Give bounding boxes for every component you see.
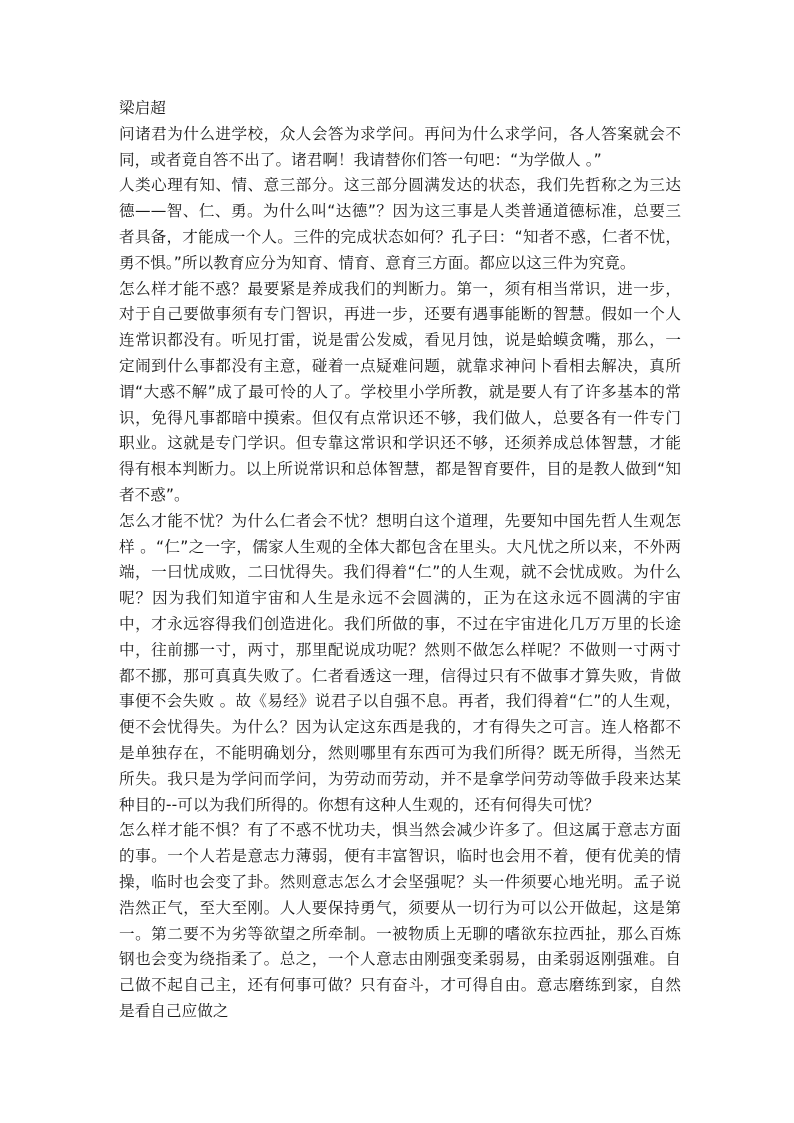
paragraph-three-virtues: 人类心理有知、情、意三部分。这三部分圆满发达的状态，我们先哲称之为三达德——智、仁、勇。为什么叫“达德”？因为这三事是人类普通道德标准，总要三者具备，才能成一个人。三件的完成状态如何？孔子曰：“知者不惑，仁者不忧，勇不惧。”所以教育应分为知育、情育、意育三方面。都应以这三件为究竟。 xyxy=(119,176,681,272)
paragraph-intro: 问诸君为什么进学校，众人会答为求学问。再问为什么求学问，各人答案就会不同，或者竟自答不出了。诸君啊！我请替你们答一句吧：“为学做人 。” xyxy=(119,124,681,169)
document-page xyxy=(119,96,681,1025)
paragraph-not-afraid: 怎么样才能不惧？有了不惑不忧功夫，惧当然会减少许多了。但这属于意志方面的事。一个人若是意志力薄弱，便有丰富智识，临时也会用不着，便有优美的情操，临时也会变了卦。然则意志怎么才会坚强呢？头一件须要心地光明。孟子说浩然正气，至大至刚。人人要保持勇气，须要从一切行为可以公开做起，这是第一。第二要不为劣等欲望之所牵制。一被物质上无聊的嗜欲东拉西扯，那么百炼钢也会变为绕指柔了。总之，一个人意志由刚强变柔弱易，由柔弱返刚强难。自己做不起自己主，还有何事可做？只有奋斗，才可得自由。意志磨练到家，自然是看自己应做之 xyxy=(119,821,681,1020)
author-name: 梁启超 xyxy=(119,99,166,117)
paragraph-not-worried: 怎么才能不忧？为什么仁者会不忧？想明白这个道理，先要知中国先哲人生观怎样 。“仁”之一字，儒家人生观的全体大都包含在里头。大凡忧之所以来，不外两端，一曰忧成败，二曰忧得失。我们得着“仁”的人生观，就不会忧成败。为什么呢？因为我们知道宇宙和人生是永远不会圆满的，正为在这永远不圆满的宇宙中，才永远容得我们创造进化。我们所做的事，不过在宇宙进化几万万里的长途中，往前挪一寸，两寸，那里配说成功呢？然则不做怎么样呢？不做则一寸两寸都不挪，那可真真失败了。仁者看透这一理，信得过只有不做事才算失败，肯做事便不会失败 。故《易经》说君子以自强不息。再者，我们得着“仁”的人生观，便不会忧得失。为什么？因为认定这东西是我的，才有得失之可言。连人格都不是单独存在，不能明确划分，然则哪里有东西可为我们所得？既无所得，当然无所失。我只是为学问而学问，为劳动而劳动，并不是拿学问劳动等做手段来达某种目的--可以为我们所得的。你想有这种人生观的，还有何得失可忧？ xyxy=(119,511,681,814)
paragraph-not-confused: 怎么样才能不惑？最要紧是养成我们的判断力。第一，须有相当常识，进一步，对于自己要做事须有专门智识，再进一步，还要有遇事能断的智慧。假如一个人连常识都没有。听见打雷，说是雷公发威，看见月蚀，说是蛤蟆贪嘴，那么，一定闹到什么事都没有主意，碰着一点疑难问题，就靠求神问卜看相去解决，真所谓“大惑不解”成了最可怜的人了。学校里小学所教，就是要人有了许多基本的常识，免得凡事都暗中摸索。但仅有点常识还不够，我们做人，总要各有一件专门职业。这就是专门学识。但专靠这常识和学识还不够，还须养成总体智慧，才能得有根本判断力。以上所说常识和总体智慧，都是智育要件，目的是教人做到“知者不惑”。 xyxy=(119,279,681,504)
